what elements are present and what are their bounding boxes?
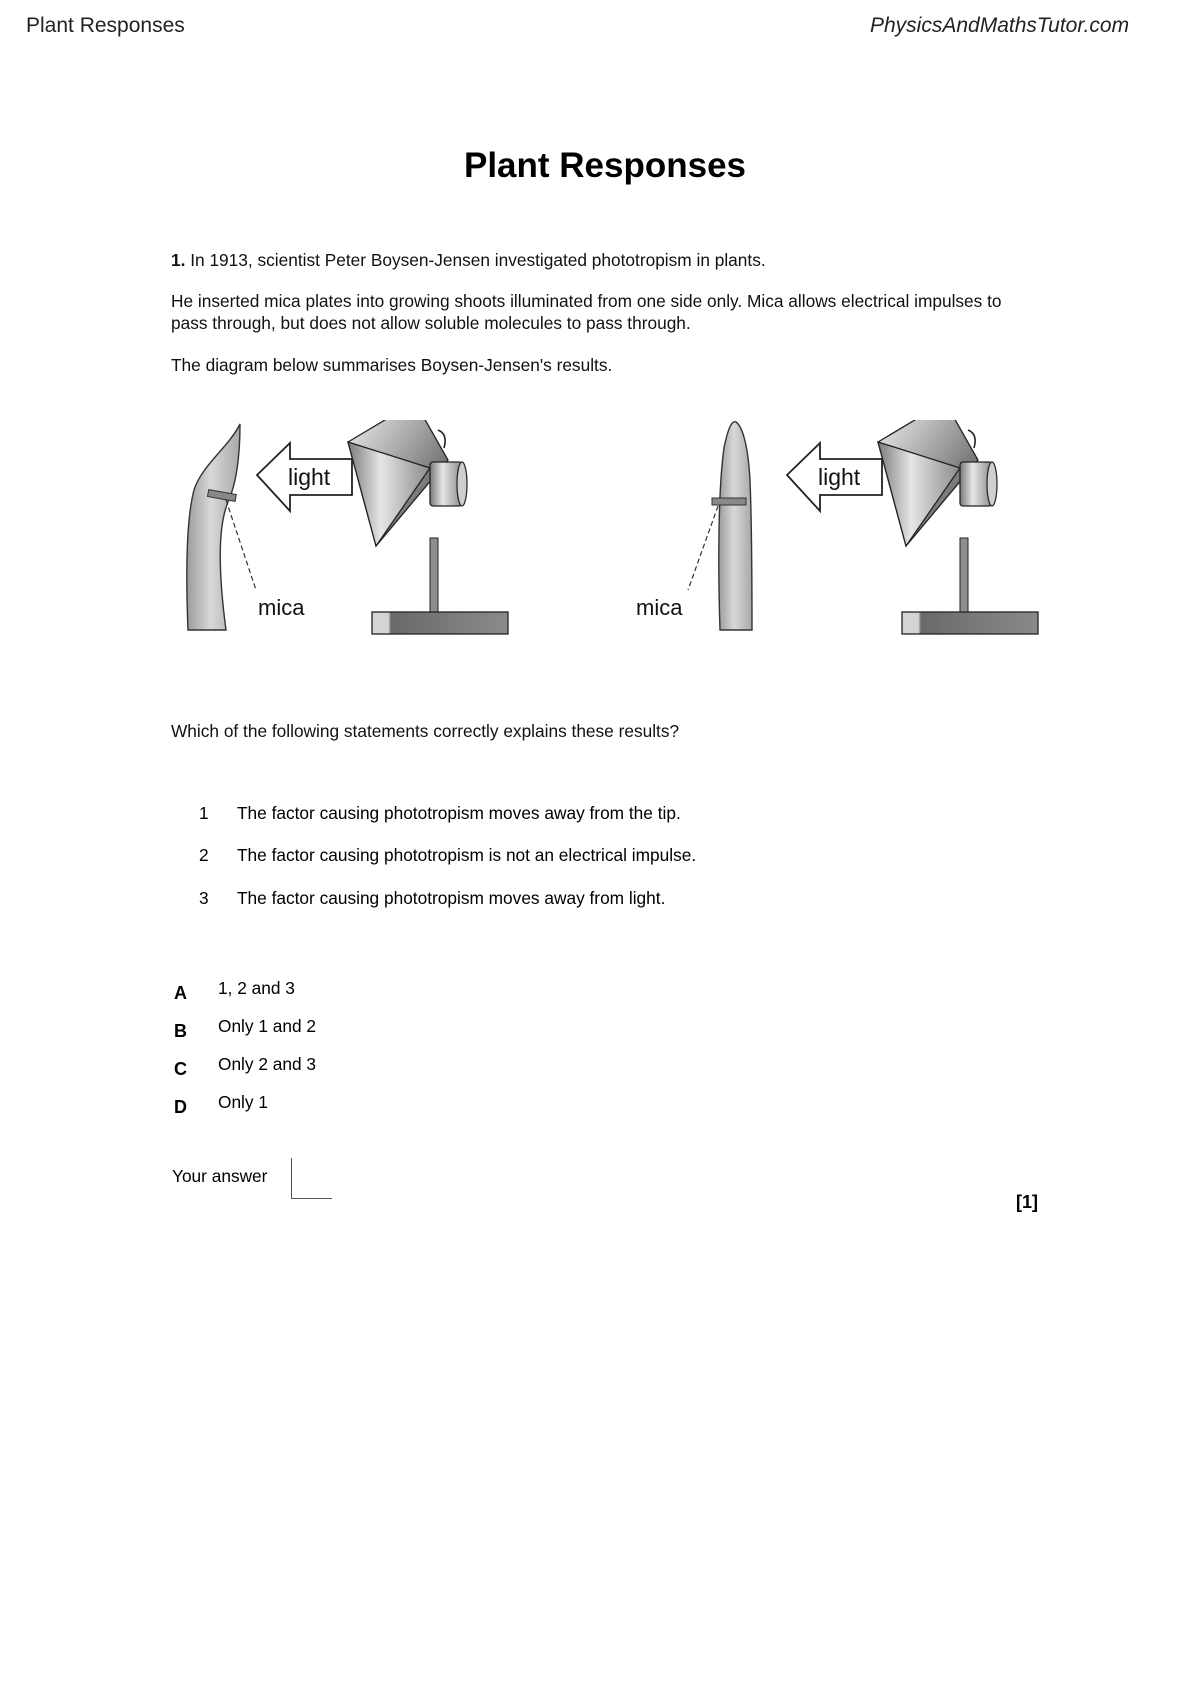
bent-shoot-left <box>187 424 240 630</box>
lamp-right <box>878 420 1038 634</box>
option-text: Only 2 and 3 <box>218 1054 316 1074</box>
statement-text: The factor causing phototropism is not an electrical impulse. <box>237 845 697 865</box>
mica-label-right: mica <box>636 595 683 620</box>
mica-plate-right <box>712 498 746 505</box>
mica-pointer-left <box>226 500 256 590</box>
option-text: Only 1 and 2 <box>218 1016 316 1036</box>
mica-pointer-right <box>688 506 718 590</box>
right-panel <box>636 420 1038 634</box>
question-number: 1. <box>171 250 186 270</box>
option-letter: B <box>174 1021 187 1041</box>
phototropism-diagram <box>180 420 1060 660</box>
straight-shoot-right <box>719 422 752 630</box>
statement-number: 2 <box>199 845 209 865</box>
statement-text: The factor causing phototropism moves away from light. <box>237 888 666 908</box>
option-letter: C <box>174 1059 187 1079</box>
statement-number: 1 <box>199 803 209 823</box>
option-letter: D <box>174 1097 187 1117</box>
question-context-line-2: pass through, but does not allow soluble molecules to pass through. <box>171 313 691 333</box>
question-prompt: Which of the following statements correctly explains these results? <box>171 721 680 741</box>
page-title: Plant Responses <box>463 146 747 185</box>
question-intro-text: In 1913, scientist Peter Boysen-Jensen investigated phototropism in plants. <box>190 250 766 270</box>
diagram-caption: The diagram below summarises Boysen-Jensen's results. <box>171 355 613 375</box>
marks-indicator: [1] <box>1016 1192 1038 1212</box>
light-label-right: light <box>818 464 861 490</box>
header-left-title: Plant Responses <box>26 14 185 37</box>
answer-label: Your answer <box>172 1166 268 1186</box>
statement-text: The factor causing phototropism moves away from the tip. <box>237 803 681 823</box>
lamp-left <box>348 420 508 634</box>
header-site-name: PhysicsAndMathsTutor.com <box>870 14 1130 37</box>
option-letter: A <box>174 983 187 1003</box>
question-intro <box>171 249 766 271</box>
answer-box[interactable] <box>291 1158 332 1199</box>
light-label-left: light <box>288 464 331 490</box>
statement-number: 3 <box>199 888 209 908</box>
option-text: 1, 2 and 3 <box>218 978 295 998</box>
option-text: Only 1 <box>218 1092 268 1112</box>
left-panel <box>187 420 508 634</box>
question-context-line-1: He inserted mica plates into growing shoots illuminated from one side only. Mica allows electrical impulses to <box>171 291 1002 311</box>
mica-label-left: mica <box>258 595 305 620</box>
